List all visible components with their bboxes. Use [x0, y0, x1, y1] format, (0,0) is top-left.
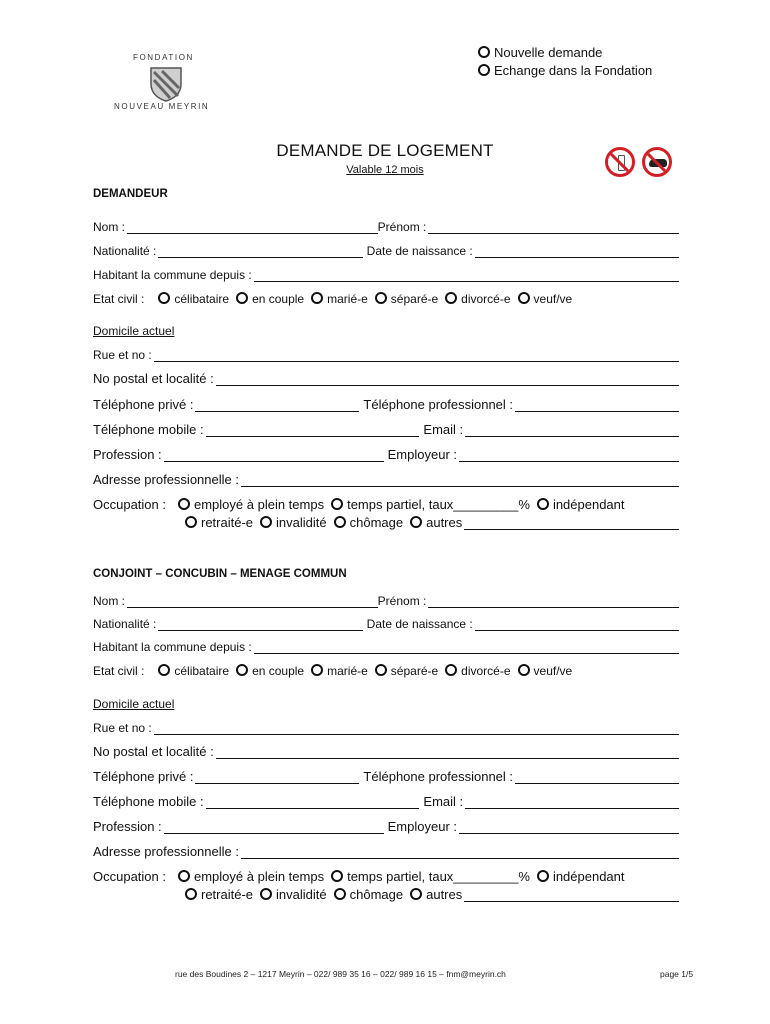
row-rue: Rue et no : — [93, 346, 679, 362]
nom-field[interactable] — [127, 596, 378, 608]
tel-prive-field[interactable] — [195, 772, 359, 784]
employeur-field[interactable] — [459, 450, 679, 462]
etat-option[interactable]: veuf/ve — [518, 664, 573, 678]
radio-icon[interactable] — [158, 292, 170, 304]
profession-field[interactable] — [164, 450, 384, 462]
profession-field[interactable] — [164, 822, 384, 834]
row-postal: No postal et localité : — [93, 370, 679, 386]
radio-icon[interactable] — [260, 516, 272, 528]
autres-field[interactable] — [464, 890, 679, 902]
radio-icon[interactable] — [334, 888, 346, 900]
occupation-option[interactable]: chômage — [334, 887, 403, 902]
row-habitant: Habitant la commune depuis : — [93, 266, 679, 282]
logo-top-text: FONDATION — [133, 53, 194, 62]
logo-bottom-text: NOUVEAU MEYRIN — [114, 102, 210, 111]
option-exchange[interactable]: Echange dans la Fondation — [478, 62, 652, 80]
etat-option[interactable]: en couple — [236, 664, 304, 678]
nationalite-field[interactable] — [158, 246, 362, 258]
occupation-option[interactable]: indépendant — [537, 497, 625, 512]
etat-option[interactable]: en couple — [236, 292, 304, 306]
etat-option[interactable]: séparé-e — [375, 292, 438, 306]
row-rue: Rue et no : — [93, 719, 679, 735]
radio-icon[interactable] — [185, 516, 197, 528]
occupation-option[interactable]: retraité-e — [185, 887, 253, 902]
section-heading-applicant: DEMANDEUR — [93, 188, 168, 200]
postal-field[interactable] — [216, 374, 679, 386]
section-heading-partner: CONJOINT – CONCUBIN – MENAGE COMMUN — [93, 568, 347, 580]
radio-icon[interactable] — [158, 664, 170, 676]
row-postal: No postal et localité : — [93, 743, 679, 759]
prenom-field[interactable] — [428, 222, 679, 234]
radio-icon[interactable] — [445, 292, 457, 304]
radio-icon[interactable] — [331, 870, 343, 882]
radio-icon[interactable] — [518, 292, 530, 304]
employeur-field[interactable] — [459, 822, 679, 834]
etat-option[interactable]: divorcé-e — [445, 292, 510, 306]
radio-icon[interactable] — [410, 888, 422, 900]
tel-prive-field[interactable] — [195, 400, 359, 412]
row-occupation-1: Occupation : employé à plein temps temps partiel, taux_________% indépendant — [93, 497, 625, 512]
nom-field[interactable] — [127, 222, 378, 234]
page-subtitle: Valable 12 mois — [346, 164, 424, 176]
row-tel-prive: Téléphone privé : Téléphone professionnel : — [93, 396, 679, 412]
tel-pro-field[interactable] — [515, 772, 679, 784]
autres-field[interactable] — [464, 518, 679, 530]
row-nom: Nom : Prénom : — [93, 218, 679, 234]
radio-icon[interactable] — [478, 64, 490, 76]
etat-option[interactable]: célibataire — [158, 664, 229, 678]
request-type-options — [478, 44, 652, 80]
occupation-option[interactable]: invalidité — [260, 887, 327, 902]
occupation-option[interactable]: employé à plein temps — [178, 869, 324, 884]
occupation-option[interactable]: temps partiel, taux_________% — [331, 497, 530, 512]
etat-option[interactable]: marié-e — [311, 292, 368, 306]
radio-icon[interactable] — [334, 516, 346, 528]
row-tel-mobile: Téléphone mobile : Email : — [93, 421, 679, 437]
radio-icon[interactable] — [375, 664, 387, 676]
row-occupation-1: Occupation : employé à plein temps temps partiel, taux_________% indépendant — [93, 869, 625, 884]
email-field[interactable] — [465, 425, 679, 437]
no-smoking-icon — [605, 147, 635, 177]
page-number: page 1/5 — [660, 969, 694, 979]
etat-option[interactable]: marié-e — [311, 664, 368, 678]
etat-option[interactable]: séparé-e — [375, 664, 438, 678]
tel-pro-field[interactable] — [515, 400, 679, 412]
radio-icon[interactable] — [311, 292, 323, 304]
row-profession: Profession : Employeur : — [93, 446, 679, 462]
radio-icon[interactable] — [478, 46, 490, 58]
naissance-field[interactable] — [475, 619, 679, 631]
tel-mobile-field[interactable] — [206, 797, 420, 809]
row-occupation-2 — [185, 886, 679, 902]
radio-icon[interactable] — [260, 888, 272, 900]
occupation-option[interactable]: temps partiel, taux_________% — [331, 869, 530, 884]
row-adresse-pro: Adresse professionnelle : — [93, 843, 679, 859]
radio-icon[interactable] — [236, 292, 248, 304]
habitant-field[interactable] — [254, 642, 679, 654]
occupation-option[interactable]: retraité-e — [185, 515, 253, 530]
radio-icon[interactable] — [537, 870, 549, 882]
footer-address: rue des Boudines 2 – 1217 Meyrin – 022/ 989 35 16 – 022/ 989 16 15 – fnm@meyrin.ch — [175, 969, 506, 979]
adresse-pro-field[interactable] — [241, 475, 679, 487]
nationalite-field[interactable] — [158, 619, 362, 631]
foundation-crest-icon — [149, 66, 183, 102]
radio-icon[interactable] — [331, 498, 343, 510]
page-title: DEMANDE DE LOGEMENT — [276, 141, 494, 160]
row-habitant: Habitant la commune depuis : — [93, 638, 679, 654]
radio-icon[interactable] — [445, 664, 457, 676]
radio-icon[interactable] — [178, 498, 190, 510]
row-etat-civil: Etat civil : célibataire en couple marié-e séparé-e divorcé-e veuf/ve — [93, 292, 573, 306]
email-field[interactable] — [465, 797, 679, 809]
rue-field[interactable] — [154, 350, 679, 362]
etat-option[interactable]: divorcé-e — [445, 664, 510, 678]
radio-icon[interactable] — [178, 870, 190, 882]
row-profession: Profession : Employeur : — [93, 818, 679, 834]
radio-icon[interactable] — [537, 498, 549, 510]
option-new-request[interactable]: Nouvelle demande — [478, 44, 652, 62]
prenom-field[interactable] — [428, 596, 679, 608]
row-tel-mobile: Téléphone mobile : Email : — [93, 793, 679, 809]
row-tel-prive: Téléphone privé : Téléphone professionnel : — [93, 768, 679, 784]
occupation-option[interactable]: indépendant — [537, 869, 625, 884]
no-pets-icon — [642, 147, 672, 177]
adresse-pro-field[interactable] — [241, 847, 679, 859]
occupation-option[interactable]: employé à plein temps — [178, 497, 324, 512]
row-nationalite: Nationalité : Date de naissance : — [93, 242, 679, 258]
radio-icon[interactable] — [311, 664, 323, 676]
occupation-option[interactable]: chômage — [334, 515, 403, 530]
row-occupation-2 — [185, 514, 679, 530]
etat-option[interactable]: veuf/ve — [518, 292, 573, 306]
etat-option[interactable]: célibataire — [158, 292, 229, 306]
radio-icon[interactable] — [375, 292, 387, 304]
row-adresse-pro: Adresse professionnelle : — [93, 471, 679, 487]
row-domicile-heading: Domicile actuel — [93, 324, 175, 338]
occupation-option[interactable]: autres — [410, 515, 462, 530]
occupation-option[interactable]: autres — [410, 887, 462, 902]
row-nationalite: Nationalité : Date de naissance : — [93, 615, 679, 631]
row-nom: Nom : Prénom : — [93, 592, 679, 608]
radio-icon[interactable] — [236, 664, 248, 676]
habitant-field[interactable] — [254, 270, 679, 282]
occupation-option[interactable]: invalidité — [260, 515, 327, 530]
radio-icon[interactable] — [410, 516, 422, 528]
naissance-field[interactable] — [475, 246, 679, 258]
row-etat-civil: Etat civil : célibataire en couple marié-e séparé-e divorcé-e veuf/ve — [93, 664, 573, 678]
radio-icon[interactable] — [518, 664, 530, 676]
row-domicile-heading: Domicile actuel — [93, 697, 175, 711]
radio-icon[interactable] — [185, 888, 197, 900]
postal-field[interactable] — [216, 747, 679, 759]
tel-mobile-field[interactable] — [206, 425, 420, 437]
rue-field[interactable] — [154, 723, 679, 735]
